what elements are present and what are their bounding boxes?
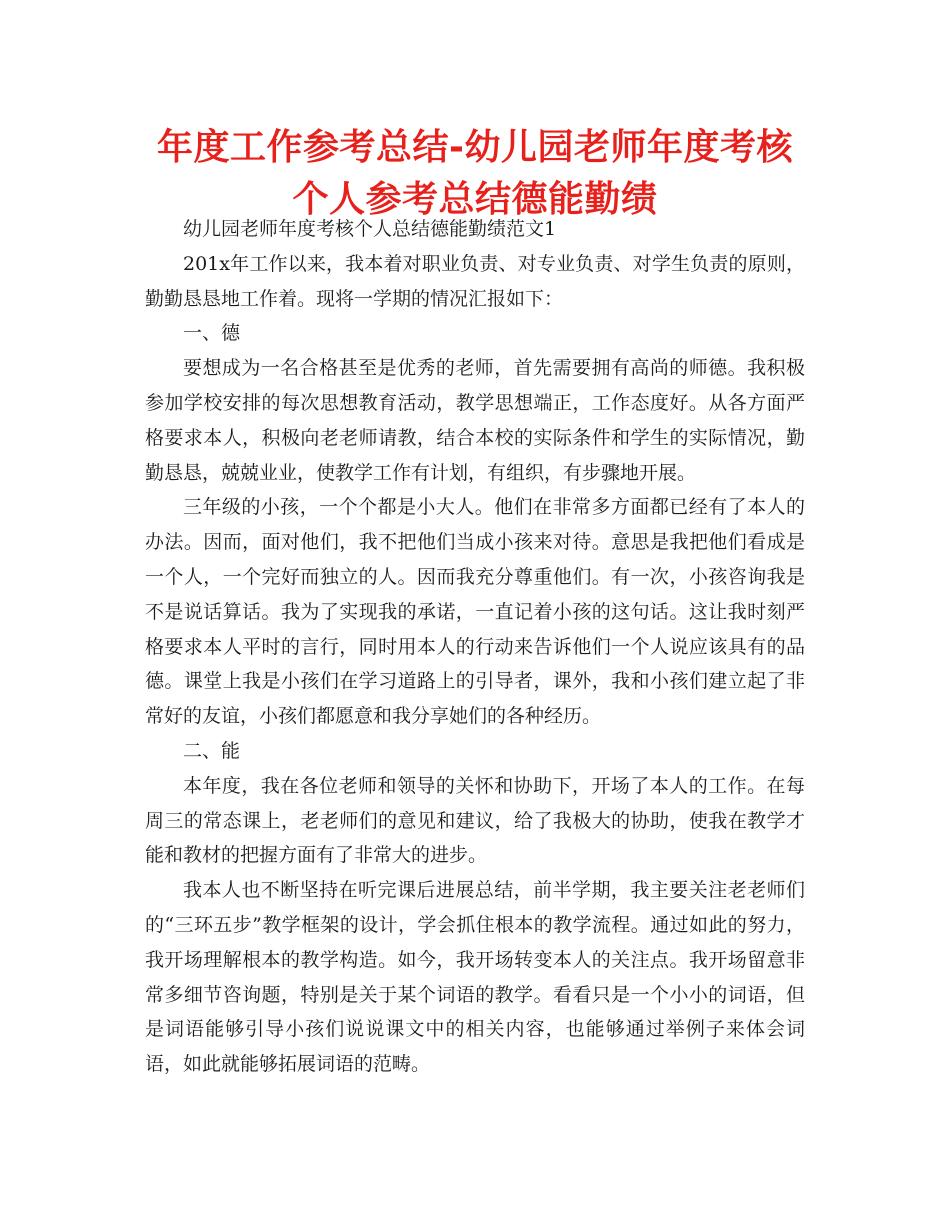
section-heading-de: 一、德 xyxy=(183,322,241,345)
document-body xyxy=(145,212,805,1082)
paragraph-de-2: 三年级的小孩，一个个都是小大人。他们在非常多方面都已经有了本人的办法。因而，面对他们，我不把他们当成小孩来对待。意思是我把他们看成是一个人，一个完好而独立的人。因而我充分尊重他们。有一次，小孩咨询我是不是说话算话。我为了实现我的承诺，一直记着小孩的这句话。这让我时刻严格要求本人平时的言行，同时用本人的行动来告诉他们一个人说应该具有的品德。课堂上我是小孩们在学习道路上的引导者，课外，我和小孩们建立起了非常好的友谊，小孩们都愿意和我分享她们的各种经历。 xyxy=(145,496,805,728)
paragraph-intro: 201x年工作以来，我本着对职业负责、对专业负责、对学生负责的原则，勤勤恳恳地工作着。现将一学期的情况汇报如下： xyxy=(145,252,805,310)
paragraph-de-1: 要想成为一名合格甚至是优秀的老师，首先需要拥有高尚的师德。我积极参加学校安排的每次思想教育活动，教学思想端正，工作态度好。从各方面严格要求本人，积极向老老师请教，结合本校的实际条件和学生的实际情况，勤勤恳恳，兢兢业业，使教学工作有计划，有组织，有步骤地开展。 xyxy=(145,357,805,484)
paragraph-neng-1: 本年度，我在各位老师和领导的关怀和协助下，开场了本人的工作。在每周三的常态课上，老老师们的意见和建议，给了我极大的协助，使我在教学才能和教材的把握方面有了非常大的进步。 xyxy=(145,774,805,867)
paragraph-neng-2: 我本人也不断坚持在听完课后进展总结，前半学期，我主要关注老老师们的“三环五步”教学框架的设计，学会抓住根本的教学流程。通过如此的努力，我开场理解根本的教学构造。如今，我开场转变本人的关注点。我开场留意非常多细节咨询题，特别是关于某个词语的教学。看看只是一个小小的词语，但是词语能够引导小孩们说说课文中的相关内容，也能够通过举例子来体会词语，如此就能够拓展词语的范畴。 xyxy=(145,879,805,1076)
paragraph-subtitle: 幼儿园老师年度考核个人总结德能勤绩范文1 xyxy=(183,218,557,240)
section-heading-neng: 二、能 xyxy=(183,739,241,762)
document-title: 年度工作参考总结-幼儿园老师年度考核个人参考总结德能勤绩 xyxy=(157,127,793,220)
